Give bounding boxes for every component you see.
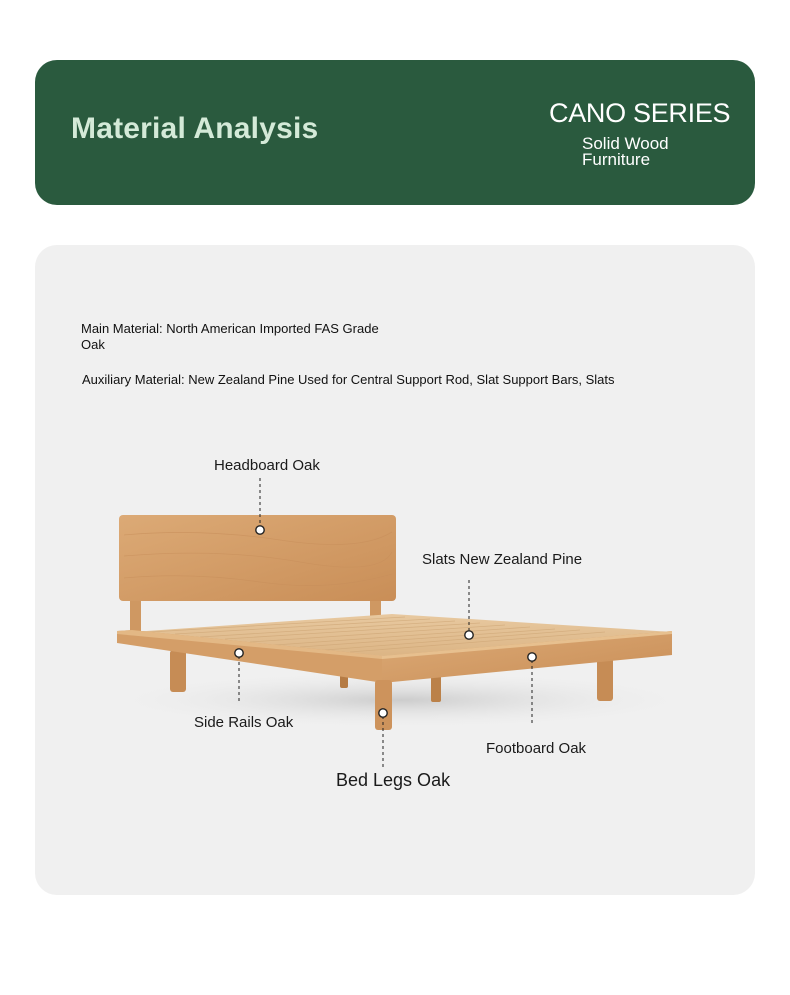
callout-headboard: Headboard Oak bbox=[214, 457, 320, 474]
dot-headboard bbox=[256, 526, 264, 534]
headboard-post-left bbox=[130, 598, 141, 634]
dot-bed-legs bbox=[379, 709, 387, 717]
callout-side-rails: Side Rails Oak bbox=[194, 714, 294, 731]
dot-side-rails bbox=[235, 649, 243, 657]
callout-slats: Slats New Zealand Pine bbox=[422, 551, 583, 568]
callout-footboard: Footboard Oak bbox=[486, 740, 587, 757]
auxiliary-material-text: Auxiliary Material: New Zealand Pine Used for Central Support Rod, Slat Support Bars, Slats bbox=[82, 372, 615, 387]
main-material-text: Main Material: North American Imported FAS Grade Oak bbox=[81, 321, 379, 352]
callout-bed-legs: Bed Legs Oak bbox=[336, 770, 451, 790]
dot-slats bbox=[465, 631, 473, 639]
leg-back-left bbox=[170, 650, 186, 692]
dot-footboard bbox=[528, 653, 536, 661]
series-title: CANO SERIES bbox=[549, 98, 731, 128]
series-subtitle: Solid Wood Furniture bbox=[582, 134, 669, 169]
page-title: Material Analysis bbox=[71, 112, 319, 145]
